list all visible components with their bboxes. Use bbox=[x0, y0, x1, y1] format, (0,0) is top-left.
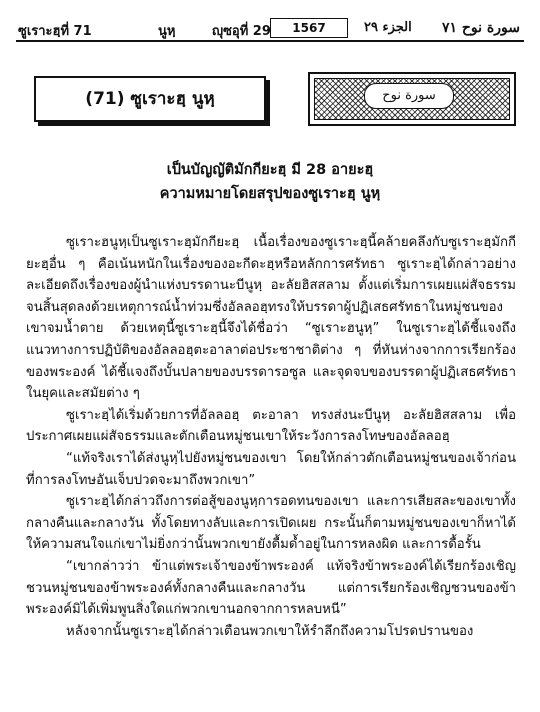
surah-title: (71) ซูเราะฮฺ นูหฺ bbox=[34, 76, 266, 122]
surah-label-arabic: سورة نوح ٧١ bbox=[441, 20, 520, 36]
juz-label: ญุซอุที่ 29 bbox=[212, 24, 271, 39]
summary-heading: ความหมายโดยสรุปของซูเราะฮฺ นูหฺ bbox=[159, 186, 381, 202]
surah-ornament-frame bbox=[308, 72, 516, 126]
paragraph: หลังจากนั้นซูเราะฮฺได้กล่าวเตือนพวกเขาให้รำลึกถึงความโปรดปรานของ bbox=[66, 623, 474, 639]
quote-paragraph: “เขากล่าวว่า ข้าแต่พระเจ้าของข้าพระองค์ แท้จริงข้าพระองค์ได้เรียกร้องเชิญชวนหมู่ชนของข้าพระองค์ทั้งกลางคืนและกลางวัน แต่การเรียกร้องเชิญชวนของข้าพระองค์มิได้เพิ่มพูนสิ่งใดแก่พวกเขานอกจากการหลบหนี” bbox=[26, 558, 516, 618]
paragraph: ซูเราะฮนูหฺเป็นซูเราะฮฺมักกียะฮฺ เนื้อเรื่องของซูเราะฮฺนี้คล้ายคลึงกับซูเราะฮฺมักกียะฮฺอื่น ๆ คือเน้นหนักในเรื่องของอะกีดะฮฺหรือหลักการศรัทธา ซูเราะฮฺได้กล่าวอย่างละเอียดถึงเรื่องของผู้นำแห่งบรรดานะบีนูหฺ อะลัยฮิสสลาม ตั้งแต่เริ่มการเผยแผ่สัจธรรมจนสิ้นสุดลงด้วยเหตุการณ์น้ำท่วมซึ่งอัลลอฮฺทรงให้บรรดาผู้ปฏิเสธศรัทธาในหมู่ชนของเขาจมน้ำตาย ด้วยเหตุนี้ซูเราะฮฺนี้จึงได้ชื่อว่า “ซูเราะฮนูหฺ” ในซูเราะฮฺได้ชี้แจงถึงแนวทางการปฏิบัติของอัลลอฮฺตะอาลาต่อประชาชาติต่าง ๆ ที่หันห่างจากการเรียกร้องของพระองค์ ได้ชี้แจงถึงบั้นปลายของบรรดารอซูล และจุดจบของบรรดาผู้ปฏิเสธศรัทธาในยุคและสมัยต่าง ๆ bbox=[26, 235, 516, 402]
paragraph: ซูเราะฮฺได้เริ่มด้วยการที่อัลลอฮฺ ตะอาลา ทรงส่งนะบีนูหฺ อะลัยฮิสสลาม เพื่อประกาศเผยแผ่สัจธรรมและตักเตือนหมู่ชนเขาให้ระวังการลงโทษของอัลลอฮฺ bbox=[26, 407, 516, 445]
surah-label: ซูเราะฮฺที่ 71 bbox=[18, 24, 92, 39]
revelation-info: เป็นบัญญัติมักกียะฮฺ มี 28 อายะฮฺ bbox=[166, 162, 374, 178]
juz-label-arabic: الجزء ٢٩ bbox=[364, 20, 412, 35]
body-text bbox=[26, 232, 516, 642]
paragraph: ซูเราะฮฺได้กล่าวถึงการต่อสู้ของนูหฺการอดทนของเขา และการเสียสละของเขาทั้งกลางคืนและกลางวัน ทั้งโดยทางลับและการเปิดเผย กระนั้นก็ตามหมู่ชนของเขาก็หาได้ให้ความสนใจแก่เขาไม่ยิ่งกว่านั้นพวกเขายังดื้มด้ำอยู่ในการหลงผิด และการดื้อรั้น bbox=[26, 494, 516, 553]
page-header bbox=[16, 18, 524, 42]
page-number: 1567 bbox=[270, 18, 348, 38]
surah-name: นูหฺ bbox=[158, 24, 176, 39]
ornament-calligraphy: سورة نوح bbox=[364, 83, 454, 109]
quote-paragraph: “แท้จริงเราได้ส่งนูหฺไปยังหมู่ชนของเขา โดยให้กล่าวตักเตือนหมู่ชนของเจ้าก่อนที่การลงโทษอันเจ็บปวดจะมาถึงพวกเขา” bbox=[26, 450, 516, 488]
